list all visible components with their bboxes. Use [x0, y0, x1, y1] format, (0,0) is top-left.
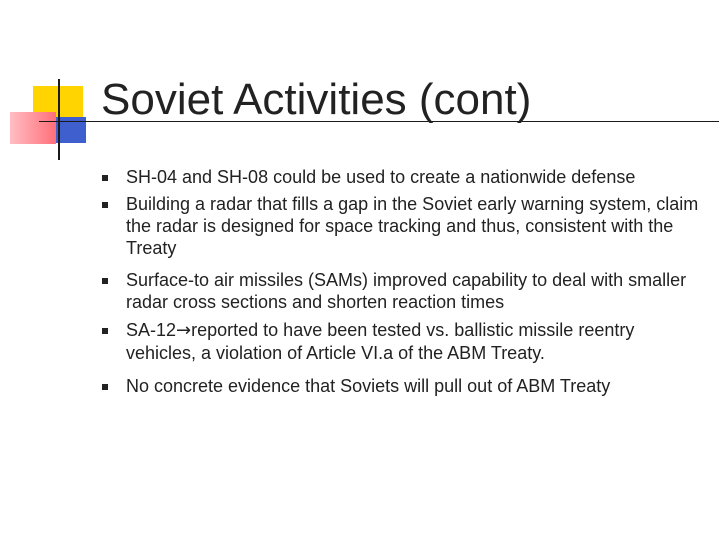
- bullet-text-part: SA-12: [126, 320, 177, 340]
- bullet-text: No concrete evidence that Soviets will pull out of ABM Treaty: [126, 376, 611, 396]
- right-arrow-icon: →: [176, 320, 192, 341]
- bullet-text-part: reported to have been tested vs. ballistic missile reentry vehicles, a violation of Article VI.a of the ABM Treaty.: [126, 320, 635, 363]
- bullet-text: Building a radar that fills a gap in the Soviet early warning system, claim the radar is designed for space tracking and thus, consistent with the Treaty: [126, 194, 699, 258]
- bullet-square-icon: [102, 175, 108, 181]
- decorative-red-gradient: [10, 112, 56, 144]
- bullet-text: SH-04 and SH-08 could be used to create a nationwide defense: [126, 167, 636, 187]
- bullet-square-icon: [102, 328, 108, 334]
- bullet-text: [126, 319, 701, 364]
- slide-title: Soviet Activities (cont): [101, 75, 532, 124]
- bullet-square-icon: [102, 384, 108, 390]
- bullet-square-icon: [102, 202, 108, 208]
- bullet-square-icon: [102, 278, 108, 284]
- decorative-vertical-line: [58, 79, 60, 160]
- bullet-text: Surface-to air missiles (SAMs) improved capability to deal with smaller radar cross sections and shorten reaction times: [126, 270, 687, 312]
